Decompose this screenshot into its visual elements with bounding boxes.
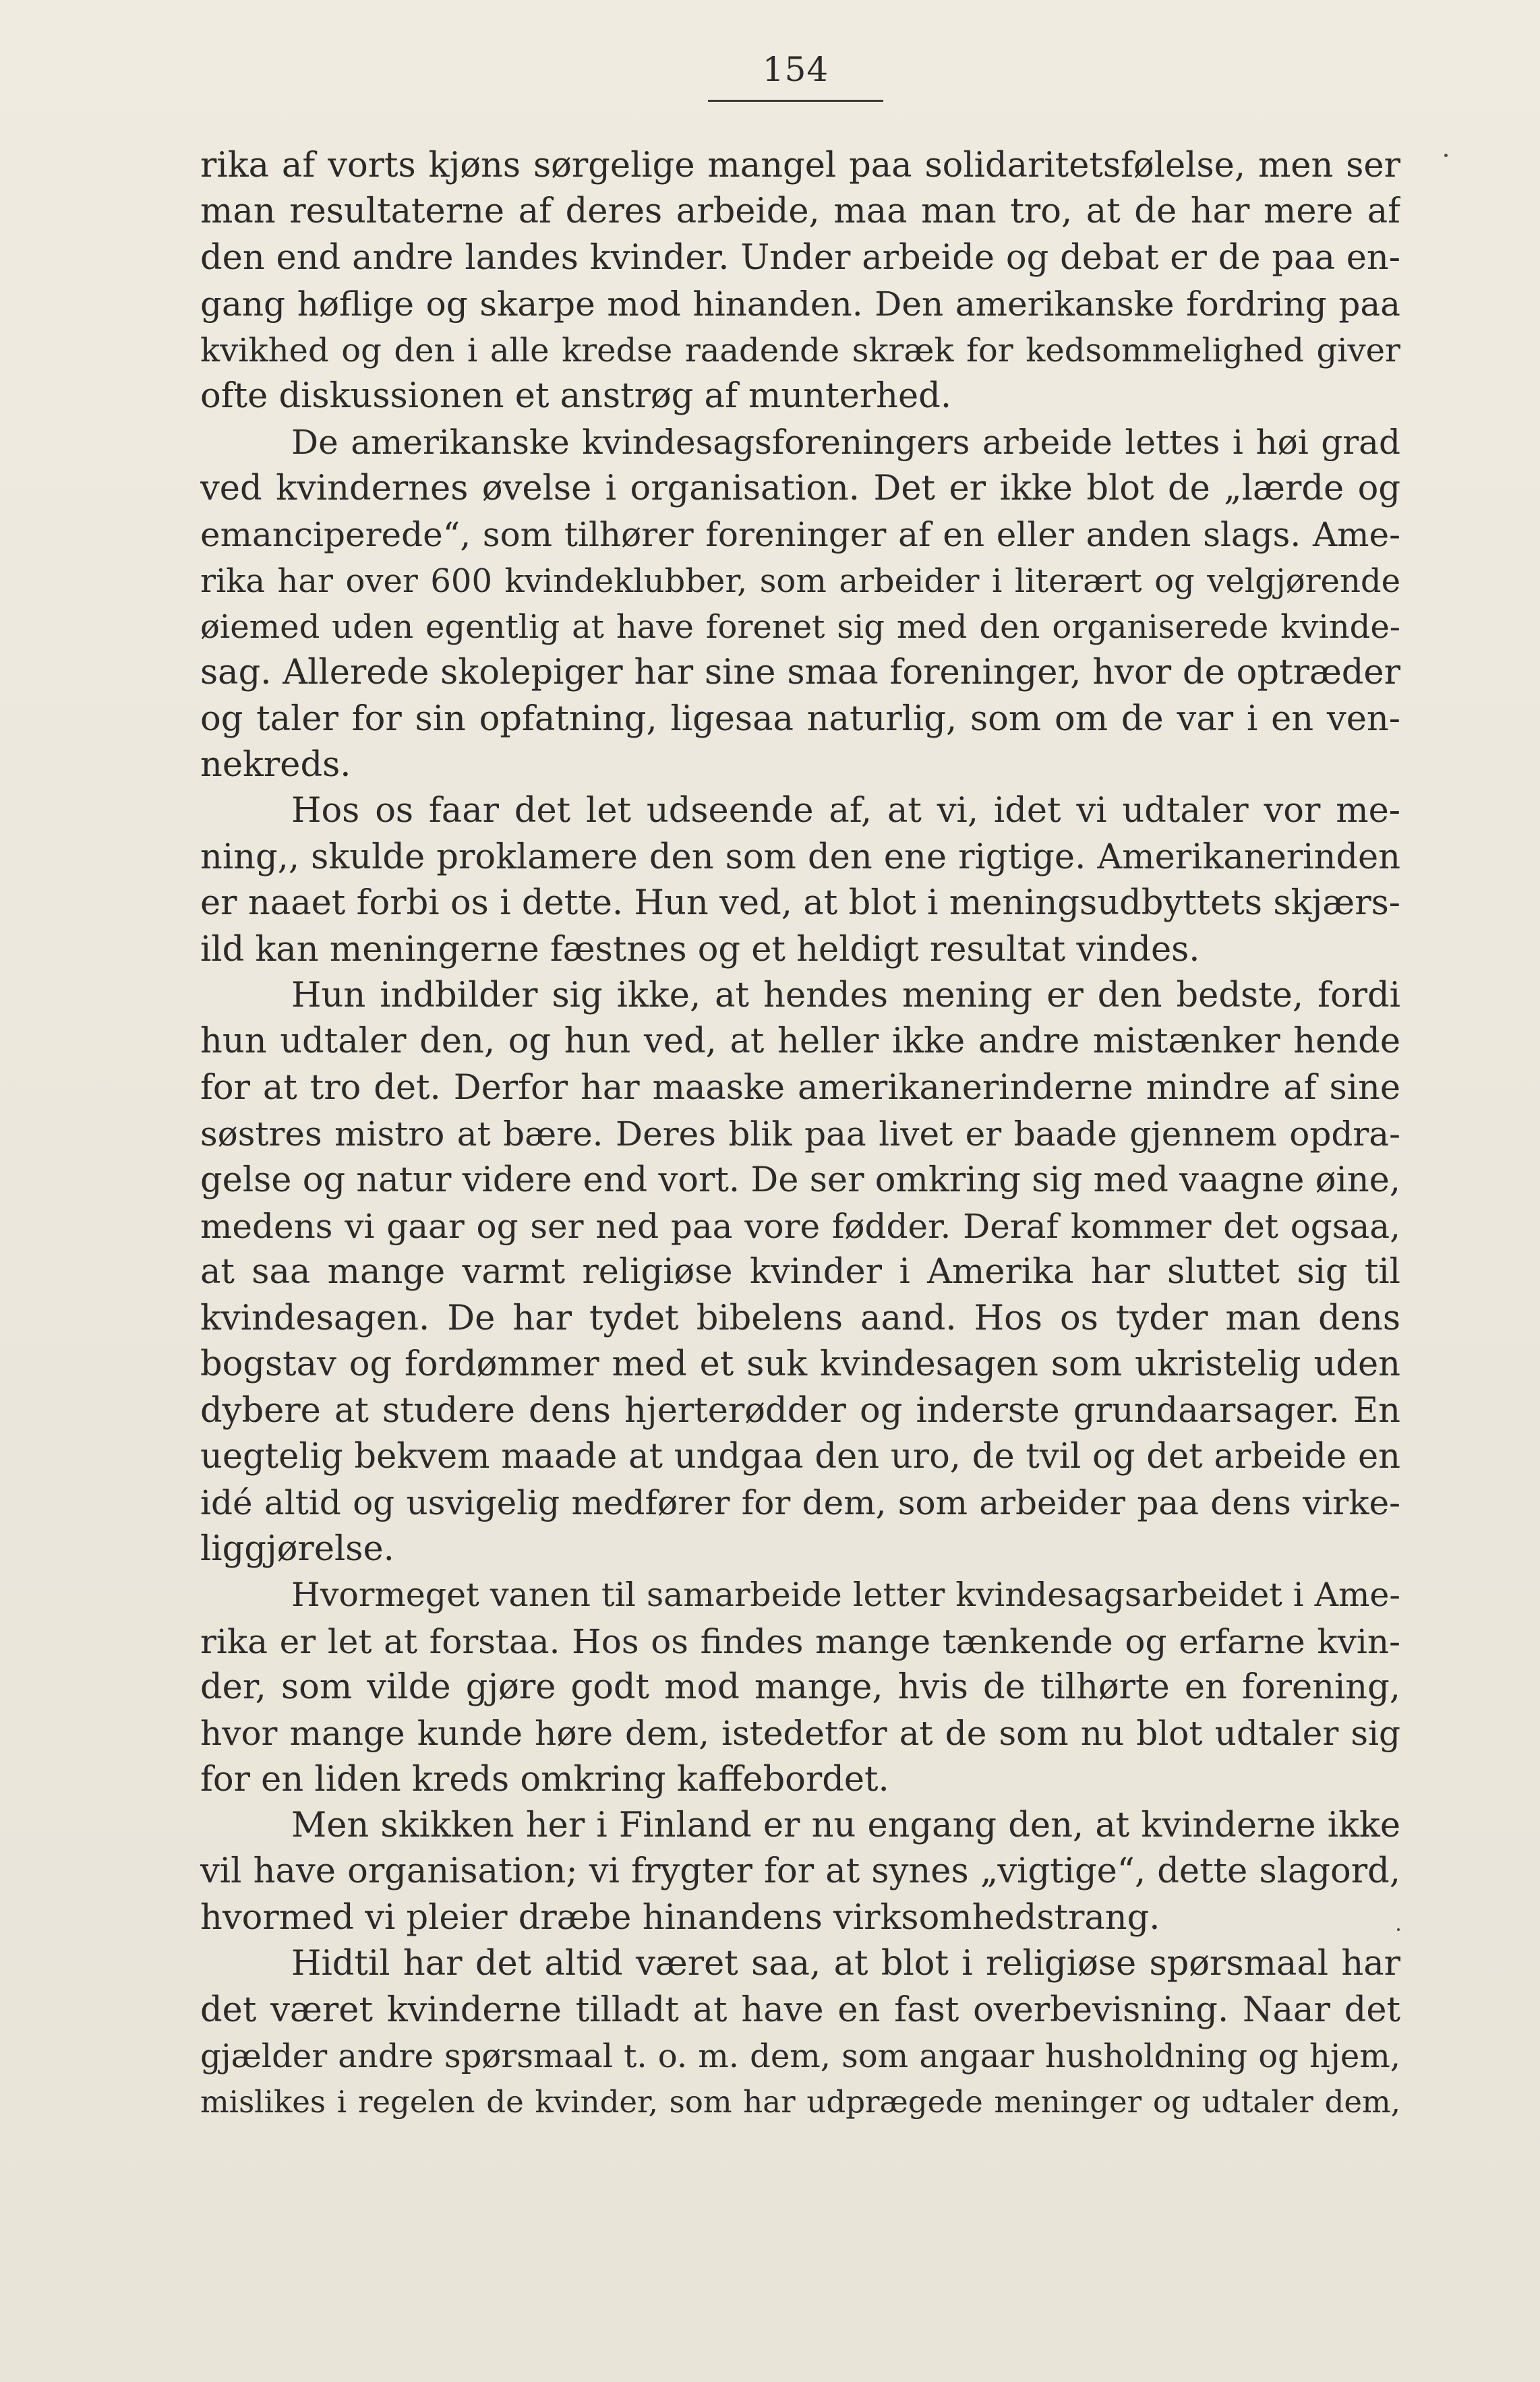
text-line: ning,, skulde proklamere den som den ene rigtige. Amerikanerinden (200, 837, 1400, 877)
text-line: bogstav og fordømmer med et suk kvindesagen som ukristelig uden (200, 1344, 1400, 1385)
text-line: uegtelig bekvem maade at undgaa den uro, de tvil og det arbeide en (200, 1436, 1400, 1477)
text-line: gang høflige og skarpe mod hinanden. Den amerikanske fordring paa (200, 285, 1400, 324)
paper-speck (1444, 154, 1448, 157)
text-line: Men skikken her i Finland er nu engang den, at kvinderne ikke (291, 1806, 1400, 1846)
text-line: ved kvindernes øvelse i organisation. Det er ikke blot de „lærde og (200, 468, 1400, 508)
text-line: er naaet forbi os i dette. Hun ved, at blot i meningsudbyttets skjærs- (200, 883, 1400, 924)
text-line: for en liden kreds omkring kaffebordet. (200, 1759, 889, 1799)
text-line: rika har over 600 kvindeklubber, som arbeider i literært og velgjørende (200, 562, 1400, 600)
text-line: Hun indbilder sig ikke, at hendes mening er den bedste, fordi (291, 976, 1400, 1016)
text-line: øiemed uden egentlig at have forenet sig med den organiserede kvinde- (200, 607, 1400, 646)
text-line: der, som vilde gjøre godt mod mange, hvis de tilhørte en forening, (200, 1667, 1400, 1707)
text-line: mislikes i regelen de kvinder, som har udprægede meninger og udtaler dem, (200, 2084, 1400, 2120)
text-line: kvikhed og den i alle kredse raadende skræk for kedsommelighed giver (200, 331, 1400, 369)
header-rule (708, 100, 883, 102)
text-line: hvor mange kunde høre dem, istedetfor at de som nu blot udtaler sig (200, 1714, 1400, 1754)
text-line: medens vi gaar og ser ned paa vore fødder. Deraf kommer det ogsaa, (200, 1206, 1400, 1246)
text-line: nekreds. (200, 745, 351, 785)
text-line: Hidtil har det altid været saa, at blot i religiøse spørsmaal har (291, 1944, 1400, 1984)
text-line: dybere at studere dens hjerterødder og inderste grundaarsager. En (200, 1390, 1400, 1431)
page-number: 154 (762, 50, 829, 89)
text-line: rika er let at forstaa. Hos os findes mange tænkende og erfarne kvin- (200, 1621, 1400, 1661)
text-line: hvormed vi pleier dræbe hinandens virksomhedstrang. (200, 1897, 1160, 1938)
text-line: rika af vorts kjøns sørgelige mangel paa solidaritetsfølelse, men ser (200, 146, 1400, 185)
body-text (200, 143, 1400, 2126)
text-line: ild kan meningerne fæstnes og et heldigt resultat vindes. (200, 929, 1200, 970)
text-line: Hos os faar det let udseende af, at vi, idet vi udtaler vor me- (291, 791, 1400, 831)
text-line: for at tro det. Derfor har maaske amerikanerinderne mindre af sine (200, 1067, 1400, 1108)
text-line: idé altid og usvigelig medfører for dem, som arbeider paa dens virke- (200, 1483, 1400, 1523)
text-line: Hvormeget vanen til samarbeide letter kvindesagsarbeidet i Ame- (291, 1576, 1400, 1615)
paper-speck (1397, 1928, 1400, 1931)
text-line: De amerikanske kvindesagsforeningers arbeide lettes i høi grad (291, 423, 1400, 463)
text-line: at saa mange varmt religiøse kvinder i Amerika har sluttet sig til (200, 1252, 1400, 1292)
text-line: vil have organisation; vi frygter for at synes „vigtige“, dette slagord, (200, 1851, 1400, 1892)
text-line: gjælder andre spørsmaal t. o. m. dem, som angaar husholdning og hjem, (200, 2037, 1400, 2076)
text-line: hun udtaler den, og hun ved, at heller ikke andre mistænker hende (200, 1021, 1400, 1062)
text-line: sag. Allerede skolepiger har sine smaa foreninger, hvor de optræder (200, 653, 1400, 693)
text-line: ofte diskussionen et anstrøg af munterhed. (200, 376, 952, 416)
text-line: man resultaterne af deres arbeide, maa man tro, at de har mere af (200, 191, 1400, 232)
text-line: emanciperede“, som tilhører foreninger af en eller anden slags. Ame- (200, 515, 1400, 555)
text-line: den end andre landes kvinder. Under arbeide og debat er de paa en- (200, 237, 1400, 278)
text-line: kvindesagen. De har tydet bibelens aand. Hos os tyder man dens (200, 1298, 1400, 1338)
text-line: søstres mistro at bære. Deres blik paa livet er baade gjennem opdra- (200, 1114, 1400, 1154)
text-line: liggjørelse. (200, 1528, 394, 1569)
text-line: det været kvinderne tilladt at have en fast overbevisning. Naar det (200, 1990, 1400, 2030)
text-line: og taler for sin opfatning, ligesaa naturlig, som om de var i en ven- (200, 698, 1400, 739)
text-line: gelse og natur videre end vort. De ser omkring sig med vaagne øine, (200, 1160, 1400, 1200)
